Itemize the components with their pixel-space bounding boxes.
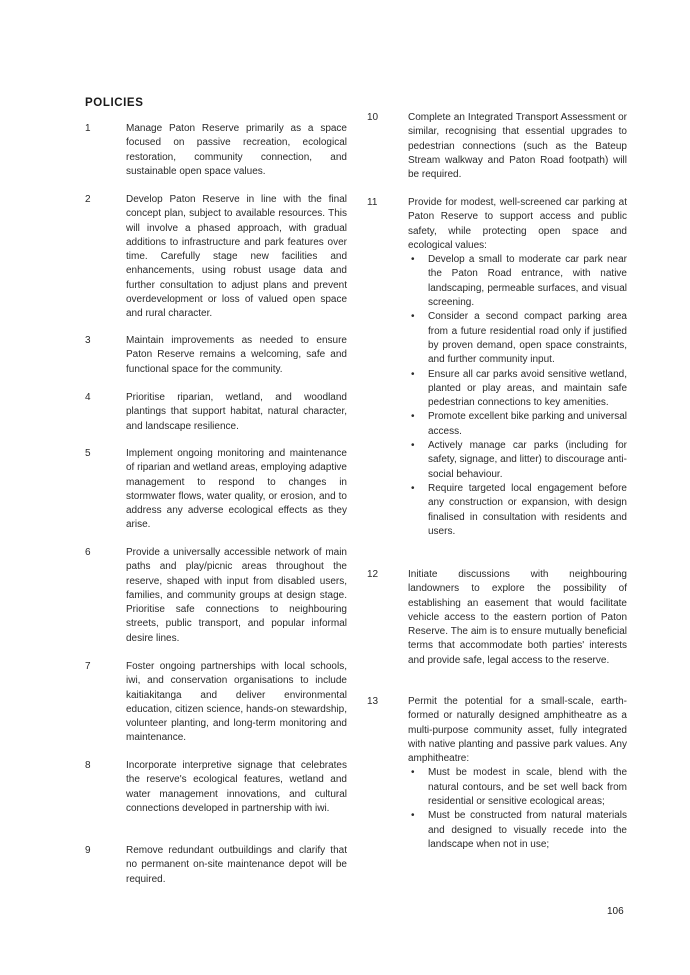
policy-text: Prioritise riparian, wetland, and woodland plantings that support habitat, natural character, and landscape resilience. [126, 392, 347, 432]
bullet-text: Promote excellent bike parking and universal access. [428, 411, 627, 437]
policy-text: Implement ongoing monitoring and maintenance of riparian and wetland areas, employing adaptive management to respond to changes in stormwater flows, water quality, or erosion, and to address any adverse ecological effects as they arise. [126, 448, 347, 531]
bullet-text: Actively manage car parks (including for safety, signage, and litter) to discourage anti-social behaviour. [428, 440, 627, 480]
bullet-item [408, 253, 627, 310]
policy-number: 12 [367, 569, 379, 580]
policy-number: 10 [367, 112, 379, 123]
bullet-text: Must be modest in scale, blend with the natural contours, and be set well back from residential or sensitive ecological areas; [428, 767, 627, 808]
policy-number: 13 [367, 696, 379, 707]
bullet-item [408, 766, 627, 809]
bullet-item [408, 482, 627, 539]
policy-number: 8 [85, 760, 91, 771]
policy-number: 6 [85, 547, 91, 558]
policy-number: 5 [85, 448, 91, 459]
bullet-item [408, 368, 627, 411]
bullet-text: Develop a small to moderate car park near the Paton Road entrance, with native landscaping, permeable surfaces, and visual screening. [428, 254, 627, 309]
policy-item-9 [85, 844, 347, 887]
bullet-item [408, 439, 627, 482]
policy-text: Initiate discussions with neighbouring landowners to explore the possibility of establishing an easement that would facilitate vehicle access to the eastern portion of Paton Reserve. The aim is to ensure mutually beneficial terms that accommodate both parties' interests and provide safe, legal access to the reserve. [408, 569, 627, 666]
bullet-item [408, 410, 627, 439]
bullet-text: Must be constructed from natural materials and designed to visually recede into the landscape when not in use; [428, 810, 627, 850]
policy-number: 11 [367, 197, 378, 208]
policy-text: Provide a universally accessible network of main paths and play/picnic areas throughout the reserve, shaped with input from disabled users, families, and community groups at design stage. Prioritise safe connections to neighbouring streets, public transport, and popular informal desire lines. [126, 547, 347, 644]
policy-item-8 [85, 759, 347, 816]
bullet-item [408, 809, 627, 852]
policy-text: Provide for modest, well-screened car parking at Paton Reserve to support access and public safety, while protecting open space and ecological values: [408, 197, 627, 251]
bullet-icon: • [411, 767, 415, 779]
policy-item-7 [85, 660, 347, 746]
bullet-icon: • [411, 482, 415, 494]
bullet-icon: • [411, 440, 415, 452]
policy-text: Foster ongoing partnerships with local schools, iwi, and conservation organisations to include kaitiakitanga and deliver environmental education, citizen science, hands-on stewardship, volunteer planting, and long-term monitoring and maintenance. [126, 661, 347, 744]
policy-item-4 [85, 391, 347, 434]
policy-text: Manage Paton Reserve primarily as a space focused on passive recreation, ecological restoration, community connection, and sustainable open space values. [126, 123, 347, 177]
bullet-text: Ensure all car parks avoid sensitive wetland, planted or play areas, and maintain safe pedestrian connections to key amenities. [428, 368, 627, 409]
bullet-icon: • [411, 311, 415, 323]
policy-item-3 [85, 334, 347, 377]
policy-number: 1 [85, 123, 91, 134]
page-number: 106 [607, 906, 624, 917]
policy-item-12 [367, 568, 627, 668]
policy-item-13 [367, 695, 627, 852]
bullet-text: Require targeted local engagement before any construction or expansion, with design finalised in consultation with residents and users. [428, 482, 627, 537]
policy-number: 7 [85, 661, 91, 672]
bullet-list [367, 766, 627, 852]
policy-number: 3 [85, 335, 91, 346]
section-heading: POLICIES [85, 97, 144, 109]
policy-text: Incorporate interpretive signage that celebrates the reserve's ecological features, wetland and water management innovations, and cultural connections developed in partnership with iwi. [126, 760, 347, 814]
bullet-list [367, 253, 627, 539]
policy-number: 4 [85, 392, 91, 403]
policy-item-1 [85, 122, 347, 179]
policy-number: 9 [85, 845, 91, 856]
bullet-text: Consider a second compact parking area from a future residential road only if justified by proven demand, open space constraints, and further community input. [428, 311, 627, 366]
bullet-item [408, 310, 627, 367]
policy-text: Permit the potential for a small-scale, earth-formed or naturally designed amphitheatre as a multi-purpose community asset, fully integrated with native planting and passive park values. Any amphitheatre: [408, 696, 627, 765]
policy-item-10 [367, 111, 627, 182]
policy-item-5 [85, 447, 347, 533]
policy-item-11 [367, 196, 627, 539]
policy-item-6 [85, 546, 347, 646]
bullet-icon: • [411, 810, 415, 822]
policy-number: 2 [85, 194, 91, 205]
bullet-icon: • [411, 368, 415, 380]
policy-text: Maintain improvements as needed to ensure Paton Reserve remains a welcoming, safe and functional space for the community. [126, 335, 347, 375]
policy-text: Remove redundant outbuildings and clarify that no permanent on-site maintenance depot will be required. [126, 845, 347, 885]
bullet-icon: • [411, 254, 415, 266]
policy-text: Develop Paton Reserve in line with the final concept plan, subject to available resources. This will involve a phased approach, with gradual additions to infrastructure and park features over time. Carefully stage new facilities and enhancements, using robust usage data and further consultation to adjust plans and prevent overdevelopment or loss of valued open space and rural character. [126, 194, 347, 320]
policy-text: Complete an Integrated Transport Assessment or similar, recognising that essential upgrades to pedestrian connections (such as the Bateup Stream walkway and Paton Road footpath) will be required. [408, 112, 627, 181]
policy-item-2 [85, 193, 347, 322]
bullet-icon: • [411, 411, 415, 423]
